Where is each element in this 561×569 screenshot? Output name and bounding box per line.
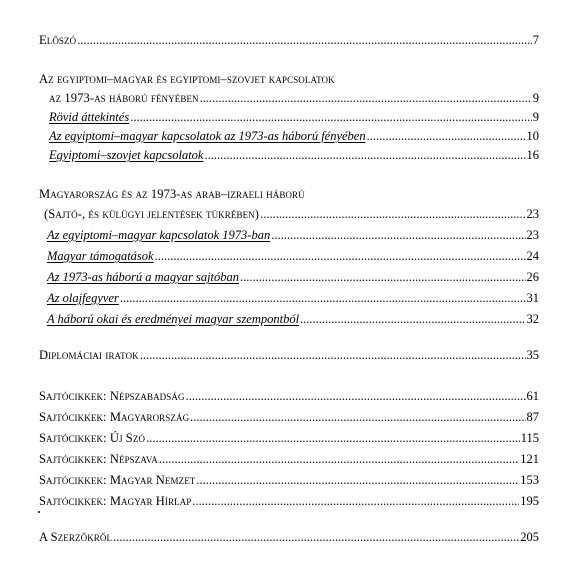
toc-entry-title: Sajtócikkek: Új Szó (39, 431, 146, 445)
toc-entry-page: 35 (526, 348, 539, 362)
dot-leader (200, 91, 532, 105)
toc-entry-sajto2 (0, 410, 561, 424)
dot-leader (159, 452, 519, 466)
toc-entry-s2-d (0, 291, 561, 305)
toc-entry-title: Az 1973-as háború a magyar sajtóban (47, 270, 240, 284)
toc-entry-s1-a (0, 110, 561, 124)
toc-entry-title: Az egyiptomi–magyar kapcsolatok az 1973-as háború fényében (49, 129, 366, 143)
toc-entry-page: 31 (526, 291, 539, 305)
toc-entry-page: 23 (526, 228, 539, 242)
toc-entry-s2-c (0, 270, 561, 284)
toc-entry-title: Az egyiptomi–magyar és egyiptomi–szovjet kapcsolatok (39, 72, 335, 86)
dot-leader (204, 148, 525, 162)
toc-entry-page: 195 (520, 494, 539, 508)
toc-entry-page: 9 (532, 110, 539, 124)
toc-entry-diplo (0, 348, 561, 362)
toc-entry-title: Sajtócikkek: Magyar Nemzet (39, 473, 196, 487)
toc-entry-sajto1 (0, 389, 561, 403)
toc-entry-sajto3 (0, 431, 561, 445)
toc-entry-sajto5 (0, 473, 561, 487)
toc-entry-title: Sajtócikkek: Népszava (39, 452, 158, 466)
dot-leader (140, 348, 526, 362)
dot-leader (271, 228, 525, 242)
toc-section-heading-2 (0, 187, 561, 201)
toc-entry-title: Egyiptomi–szovjet kapcsolatok (49, 148, 204, 162)
dot-leader (186, 389, 526, 403)
toc-entry-title: Diplomáciai iratok (39, 348, 139, 362)
dot-leader (240, 270, 525, 284)
toc-entry-s2-a (0, 228, 561, 242)
dot-leader (120, 291, 526, 305)
toc-entry-page: 26 (526, 270, 539, 284)
toc-entry-s1-title (0, 91, 561, 105)
dot-leader (367, 129, 526, 143)
ink-speck (38, 511, 40, 513)
toc-entry-page: 7 (532, 33, 539, 47)
toc-entry-title: Magyarország és az 1973-as arab–izraeli háború (39, 187, 305, 201)
toc-entry-s1-c (0, 148, 561, 162)
toc-entry-s2-e (0, 312, 561, 326)
toc-entry-title: Sajtócikkek: Magyar Hírlap (39, 494, 192, 508)
dot-leader (190, 410, 525, 424)
dot-leader (260, 207, 525, 221)
toc-section-heading-1 (0, 72, 561, 86)
toc-entry-page: 32 (526, 312, 539, 326)
dot-leader (77, 33, 532, 47)
toc-entry-page: 121 (520, 452, 539, 466)
toc-entry-title: Rövid áttekintés (49, 110, 130, 124)
toc-entry-title: A Szerzőkről (39, 530, 113, 544)
toc-entry-title: Az egyiptomi–magyar kapcsolatok 1973-ban (47, 228, 271, 242)
toc-entry-page: 87 (526, 410, 539, 424)
toc-entry-page: 23 (526, 207, 539, 221)
toc-entry-title: Előszó (39, 33, 77, 47)
toc-entry-page: 24 (526, 249, 539, 263)
toc-entry-page: 61 (526, 389, 539, 403)
dot-leader (196, 473, 519, 487)
toc-entry-page: 9 (532, 91, 539, 105)
toc-entry-page: 205 (520, 530, 539, 544)
toc-entry-szerzok (0, 530, 561, 544)
toc-entry-s1-b (0, 129, 561, 143)
dot-leader (130, 110, 532, 124)
toc-entry-title: Magyar támogatások (47, 249, 154, 263)
toc-entry-s2-title (0, 207, 561, 221)
toc-entry-s2-b (0, 249, 561, 263)
dot-leader (146, 431, 520, 445)
toc-entry-sajto6 (0, 494, 561, 508)
dot-leader (192, 494, 519, 508)
toc-entry-title: Az olajfegyver (47, 291, 119, 305)
toc-entry-page: 10 (526, 129, 539, 143)
toc-entry-page: 115 (520, 431, 539, 445)
toc-entry-title: Sajtócikkek: Magyarország (39, 410, 190, 424)
toc-entry-title: A háború okai és eredményei magyar szempontból (47, 312, 300, 326)
dot-leader (155, 249, 526, 263)
dot-leader (113, 530, 519, 544)
toc-entry-title: (Sajtó-, és külügyi jelentések tükrében) (44, 207, 260, 221)
toc-entry-eloszo (0, 33, 561, 47)
toc-entry-page: 16 (526, 148, 539, 162)
toc-entry-title: Sajtócikkek: Népszabadság (39, 389, 185, 403)
toc-entry-sajto4 (0, 452, 561, 466)
toc-entry-title: az 1973-as háború fényében (49, 91, 199, 105)
dot-leader (300, 312, 525, 326)
toc-entry-page: 153 (520, 473, 539, 487)
